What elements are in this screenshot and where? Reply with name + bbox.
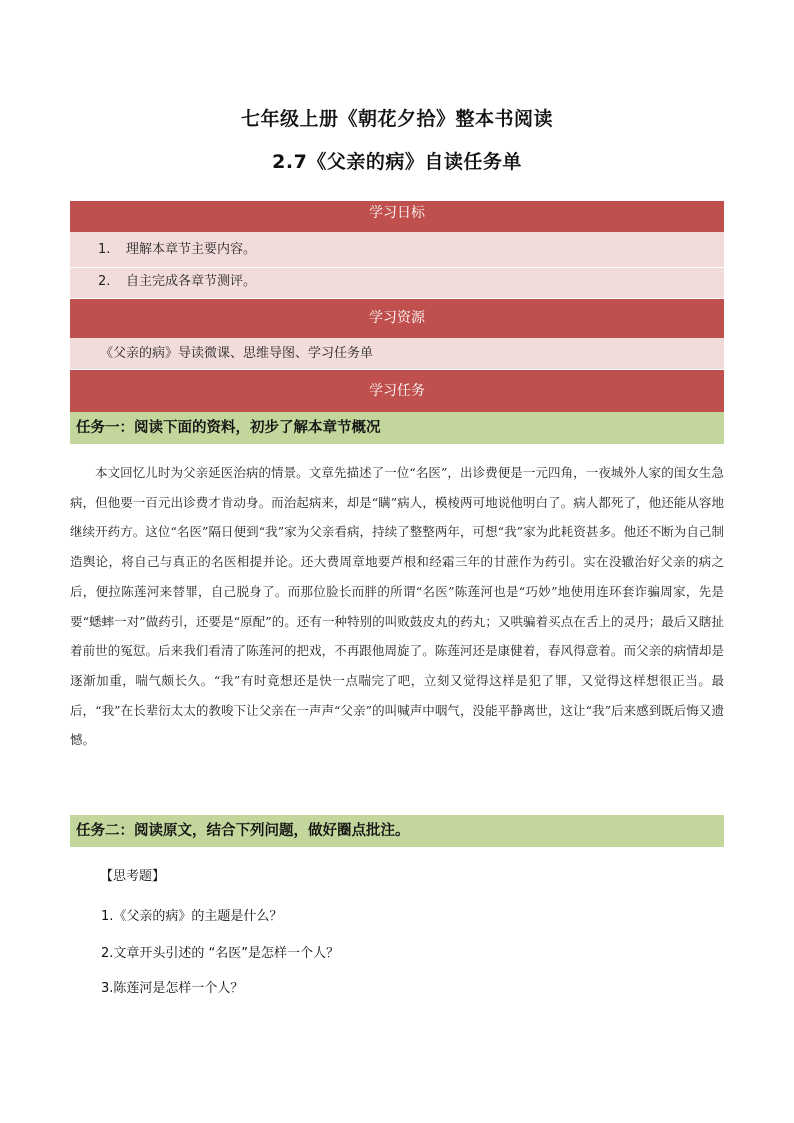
goal-item-text: 理解本章节主要内容。 [126, 242, 257, 257]
questions-header: 【思考题】 [100, 869, 166, 884]
task1-title: 任务一：阅读下面的资料，初步了解本章节概况 [70, 412, 724, 444]
resources-header: 学习资源 [70, 299, 724, 338]
task2-title: 任务二：阅读原文，结合下列问题，做好圈点批注。 [70, 815, 724, 847]
question-item-3: 3.陈莲河是怎样一个人？ [101, 981, 244, 996]
question-item-1: 1.《父亲的病》的主题是什么？ [101, 909, 283, 924]
tasks-header: 学习任务 [70, 370, 724, 412]
goal-item-2 [70, 267, 724, 298]
goal-item-number: 2. [98, 274, 111, 289]
goals-header: 学习日标 [70, 201, 724, 232]
page-title: 七年级上册《朝花夕拾》整本书阅读 [240, 108, 553, 130]
resources-text: 《父亲的病》导读微课、思维导图、学习任务单 [70, 338, 724, 369]
goal-item-text: 自主完成各章节测评。 [126, 274, 257, 289]
question-item-2: 2.文章开头引述的 “名医”是怎样一个人？ [101, 946, 340, 961]
goal-item-number: 1. [98, 242, 111, 257]
goal-item-1 [70, 232, 724, 267]
page-subtitle: 2.7《父亲的病》自读任务单 [272, 151, 522, 173]
task1-body: 本文回忆儿时为父亲延医治病的情景。文章先描述了一位“名医”，出诊费便是一元四角，一夜城外人家的闺女生急病，但他要一百元出诊费才肯动身。而治起病来，却是“瞒”病人，模棱两可地说他明白了。病人都死了，他还能从容地继续开药方。这位“名医”隔日便到“我”家为父亲看病，持续了整整两年，可想“我”家为此耗资甚多。他还不断为自己制造舆论，将自己与真正的名医相提并论。还大费周章地要芦根和经霜三年的甘蔗作为药引。实在没辙治好父亲的病之后，便拉陈莲河来替罪，自己脱身了。而那位脸长而胖的所谓“名医”陈莲河也是“巧妙”地使用连环套诈骗周家，先是要“蟋蟀一对”做药引，还要是“原配”的。还有一种特别的叫败鼓皮丸的药丸；又哄骗着买点在舌上的灵丹；最后又瞎扯着前世的冤愆。后来我们看清了陈莲河的把戏，不再跟他周旋了。陈莲河还是康健着，春风得意着。而父亲的病情却是逐渐加重，喘气颇长久。“我”有时竟想还是快一点喘完了吧，立刻又觉得这样是犯了罪，又觉得这样想很正当。最后，“我”在长辈衍太太的教唆下让父亲在一声声“父亲”的叫喊声中咽气，没能平静离世，这让“我”后来感到既后悔又遗憾。 [70, 465, 724, 748]
